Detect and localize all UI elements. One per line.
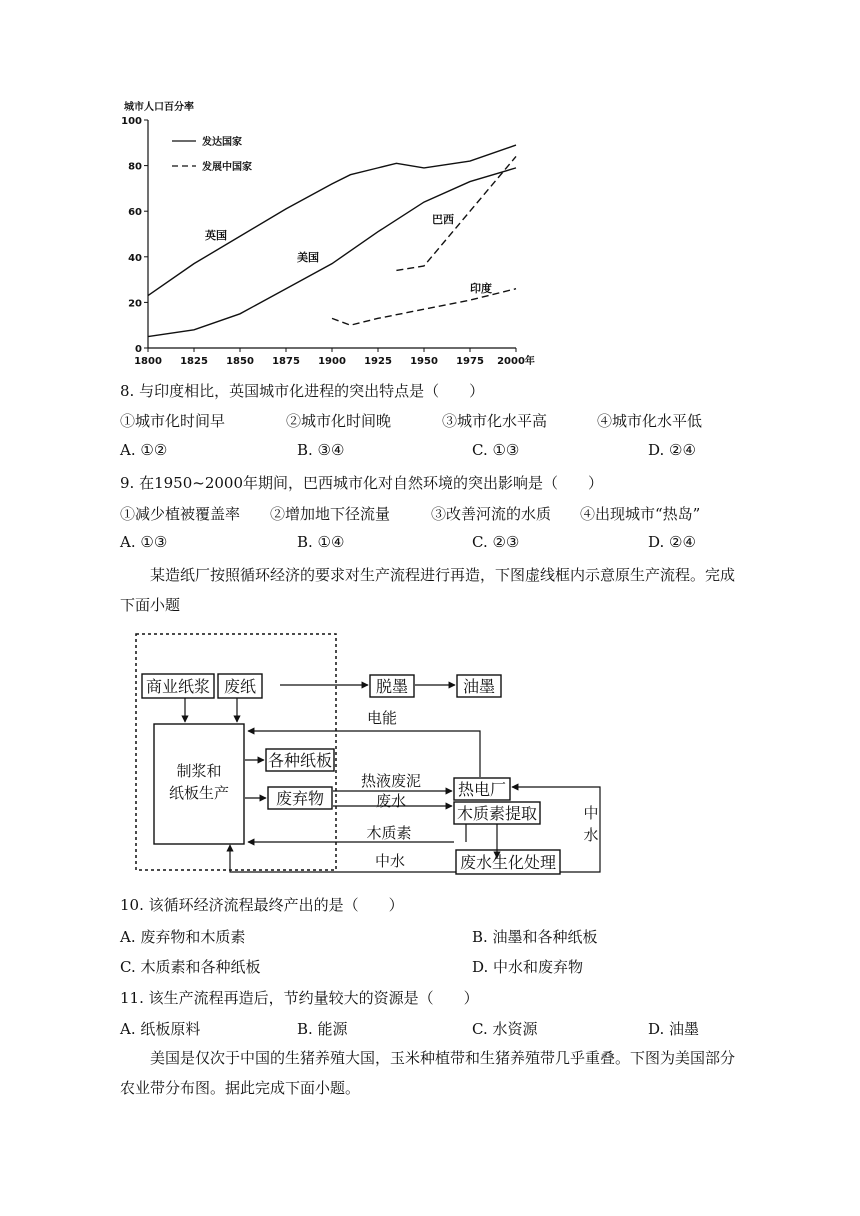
q11-option-a[interactable]: A. 纸板原料 <box>120 1020 201 1038</box>
ink-label: 油墨 <box>462 677 496 696</box>
q11-option-c[interactable]: C. 水资源 <box>472 1020 538 1038</box>
x-tick-label: 1825 <box>180 356 208 367</box>
waste-paper-label: 废纸 <box>223 677 257 696</box>
x-tick-label: 1900 <box>318 356 346 367</box>
usa-intro: 美国是仅次于中国的生猪养殖大国，玉米种植带和生猪养殖带几乎重叠。下图为美国部分农业带分布图。据此完成下面小题。 <box>120 1049 736 1097</box>
q10-option-d[interactable]: D. 中水和废弃物 <box>472 958 584 976</box>
reclaimed-water-v-2: 水 <box>583 826 599 844</box>
q9-item-2: ②增加地下径流量 <box>270 505 391 523</box>
y-tick-label: 20 <box>128 298 142 310</box>
q9-option-c[interactable]: C. ②③ <box>472 533 520 551</box>
reclaimed-water-label: 中水 <box>374 852 406 870</box>
x-tick-label: 2000年 <box>497 356 535 367</box>
paper-flow-diagram <box>120 628 620 876</box>
boards-label: 各种纸板 <box>267 751 333 770</box>
lignin-label: 木质素 <box>366 824 412 842</box>
x-tick-label: 1850 <box>226 356 254 367</box>
bio-treatment-label: 废水生化处理 <box>459 853 557 872</box>
x-tick-label: 1950 <box>410 356 438 367</box>
label-us: 美国 <box>297 251 319 264</box>
q8-item-4: ④城市化水平低 <box>597 412 703 430</box>
q11-option-b[interactable]: B. 能源 <box>297 1020 348 1038</box>
q9-option-b[interactable]: B. ①④ <box>297 533 345 551</box>
x-tick-label: 1975 <box>456 356 484 367</box>
q11-stem: 11. 该生产流程再造后，节约量较大的资源是（ ） <box>120 989 479 1007</box>
commercial-pulp-label: 商业纸浆 <box>145 677 211 696</box>
x-tick-label: 1800 <box>134 356 162 367</box>
q8-stem: 8. 与印度相比，英国城市化进程的突出特点是（ ） <box>120 382 485 400</box>
q10-stem: 10. 该循环经济流程最终产出的是（ ） <box>120 896 404 914</box>
label-india: 印度 <box>470 282 492 295</box>
deinking-label: 脱墨 <box>375 677 409 696</box>
q9-option-d[interactable]: D. ②④ <box>648 533 696 551</box>
q9-item-3: ③改善河流的水质 <box>431 505 552 523</box>
q9-item-4: ④出现城市“热岛” <box>580 505 701 523</box>
waste-label: 废弃物 <box>275 789 325 808</box>
y-tick-label: 100 <box>121 116 142 127</box>
lignin-extract-label: 木质素提取 <box>456 804 538 823</box>
q9-stem: 9. 在1950~2000年期间，巴西城市化对自然环境的突出影响是（ ） <box>120 474 603 492</box>
q8-item-2: ②城市化时间晚 <box>286 412 392 430</box>
power-plant-label: 热电厂 <box>457 780 507 799</box>
q10-option-c[interactable]: C. 木质素和各种纸板 <box>120 958 261 976</box>
x-tick-label: 1875 <box>272 356 300 367</box>
q8-option-c[interactable]: C. ①③ <box>472 441 520 459</box>
q8-option-d[interactable]: D. ②④ <box>648 441 696 459</box>
y-tick-label: 60 <box>128 207 142 219</box>
legend-developed: 发达国家 <box>202 137 242 148</box>
electricity-label: 电能 <box>366 709 398 727</box>
series-us <box>148 168 516 337</box>
q8-option-a[interactable]: A. ①② <box>120 441 168 459</box>
q8-item-3: ③城市化水平高 <box>442 412 548 430</box>
q8-item-1: ①城市化时间早 <box>120 412 226 430</box>
wastewater-label: 废水 <box>375 792 407 810</box>
y-tick-label: 80 <box>128 161 142 173</box>
pulping-label-2: 纸板生产 <box>168 784 230 802</box>
label-uk: 英国 <box>205 229 227 242</box>
black-liquor-label: 热液废泥 <box>360 772 422 790</box>
paper-intro: 某造纸厂按照循环经济的要求对生产流程进行再造，下图虚线框内示意原生产流程。完成下面小题 <box>120 566 736 614</box>
q11-option-d[interactable]: D. 油墨 <box>648 1020 700 1038</box>
y-tick-label: 0 <box>135 344 142 355</box>
q10-option-b[interactable]: B. 油墨和各种纸板 <box>472 928 598 946</box>
q8-option-b[interactable]: B. ③④ <box>297 441 345 459</box>
label-brazil: 巴西 <box>432 213 454 226</box>
x-tick-label: 1925 <box>364 356 392 367</box>
y-tick-label: 40 <box>128 252 142 264</box>
reclaimed-water-line <box>230 845 456 872</box>
q10-option-a[interactable]: A. 废弃物和木质素 <box>120 928 246 946</box>
chart-series <box>148 145 516 337</box>
pulping-label-1: 制浆和 <box>176 762 222 780</box>
q9-option-a[interactable]: A. ①③ <box>120 533 168 551</box>
urbanization-chart <box>110 96 550 372</box>
legend-developing: 发展中国家 <box>202 162 252 173</box>
chart-ylabel: 城市人口百分率 <box>124 102 194 113</box>
q9-item-1: ①减少植被覆盖率 <box>120 505 241 523</box>
reclaimed-water-v-1: 中 <box>583 804 599 822</box>
chart-axes <box>121 116 535 367</box>
